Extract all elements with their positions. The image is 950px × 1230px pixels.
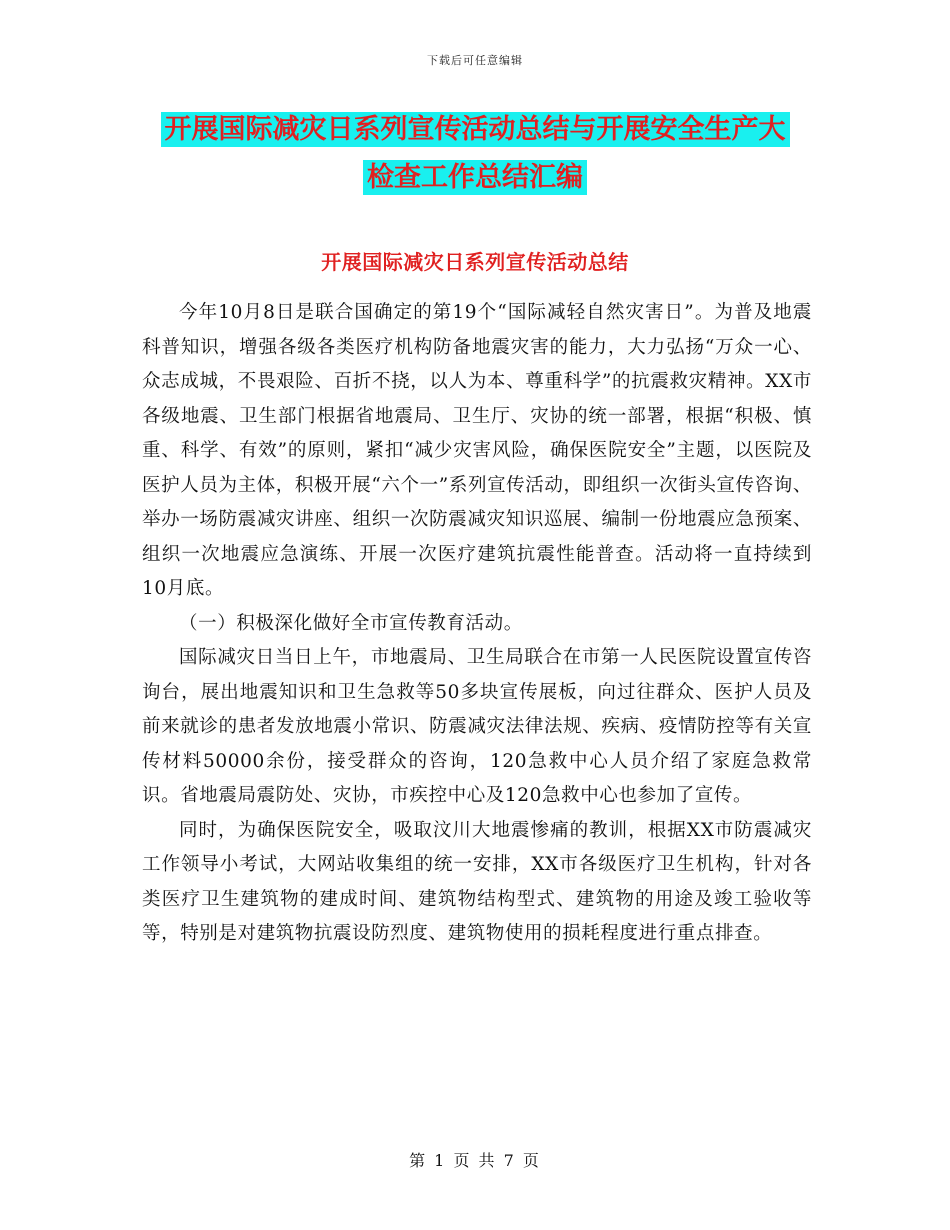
- paragraph: （一）积极深化做好全市宣传教育活动。: [179, 612, 523, 634]
- body-text: [142, 296, 812, 952]
- paragraph: 同时，为确保医院安全，吸取汶川大地震惨痛的教训，根据XX市防震减灾工作领导小考试，大网站收集组的统一安排，XX市各级医疗卫生机构，针对各类医疗卫生建筑物的建成时间、建筑物结构型式、建筑物的用途及竣工验收等等，特别是对建筑物抗震设防烈度、建筑物使用的损耗程度进行重点排查。: [142, 819, 812, 944]
- document-title: [140, 106, 810, 202]
- title-line-2: 检查工作总结汇编: [363, 160, 587, 195]
- paragraph: 今年10月8日是联合国确定的第19个“国际减轻自然灾害日”。为普及地震科普知识，增强各级各类医疗机构防备地震灾害的能力，大力弘扬“万众一心、众志成城，不畏艰险、百折不挠，以人为本、尊重科学”的抗震救灾精神。XX市各级地震、卫生部门根据省地震局、卫生厅、灾协的统一部署，根据“积极、慎重、科学、有效”的原则，紧扣“减少灾害风险，确保医院安全”主题，以医院及医护人员为主体，积极开展“六个一”系列宣传活动，即组织一次街头宣传咨询、举办一场防震减灾讲座、组织一次防震减灾知识巡展、编制一份地震应急预案、组织一次地震应急演练、开展一次医疗建筑抗震性能普查。活动将一直持续到10月底。: [142, 302, 812, 599]
- page-number: 第 1 页 共 7 页: [409, 1151, 541, 1170]
- paragraph: 国际减灾日当日上午，市地震局、卫生局联合在市第一人民医院设置宣传咨询台，展出地震知识和卫生急救等50多块宣传展板，向过往群众、医护人员及前来就诊的患者发放地震小常识、防震减灾法律法规、疾病、疫情防控等有关宣传材料50000余份，接受群众的咨询，120急救中心人员介绍了家庭急救常识。省地震局震防处、灾协，市疾控中心及120急救中心也参加了宣传。: [142, 647, 812, 806]
- title-line-1: 开展国际减灾日系列宣传活动总结与开展安全生产大: [161, 112, 790, 147]
- section-title: 开展国际减灾日系列宣传活动总结: [321, 250, 629, 274]
- header-note: 下载后可任意编辑: [427, 54, 523, 67]
